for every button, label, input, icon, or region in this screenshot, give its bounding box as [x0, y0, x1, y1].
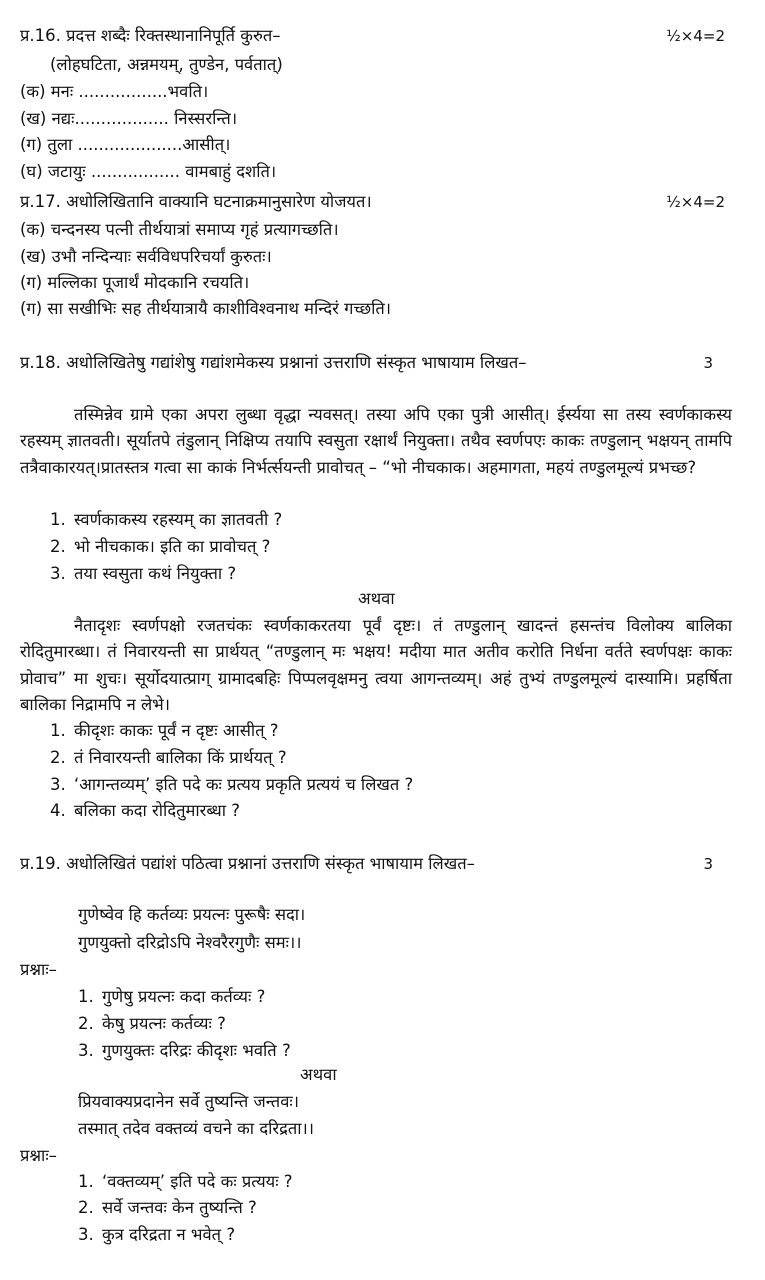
list-item: 2. भो नीचकाक। इति का प्रावोचत् ? — [50, 537, 271, 556]
list-item: 3. गुणयुक्तः दरिद्रः कीदृशः भवति ? — [78, 1041, 291, 1060]
list-item: 3. ‘आगन्तव्यम्’ इति पदे कः प्रत्यय प्रकृति प्रत्ययं च लिखत ? — [50, 775, 414, 794]
list-item: 4. बलिका कदा रोदितुमारब्धा ? — [50, 801, 240, 820]
verse-line: प्रियवाक्यप्रदानेन सर्वे तुष्यन्ति जन्तवः। — [78, 1092, 299, 1111]
verse-line: तस्मात् तदेव वक्तव्यं वचने का दरिद्रता।। — [78, 1119, 315, 1138]
list-item: 2. केषु प्रयत्नः कर्तव्यः ? — [78, 1014, 226, 1033]
verse-line: गुणेष्वेव हि कर्तव्यः प्रयत्नः पुरूषैः सदा। — [78, 905, 306, 924]
questions-label: प्रश्नाः– — [20, 960, 57, 979]
q17-question: अधोलिखितानि वाक्यानि घटनाक्रमानुसारेण योजयत। — [66, 192, 372, 211]
q18-marks: 3 — [703, 354, 713, 372]
list-item: 2. सर्वे जन्तवः केन तुष्यन्ति ? — [78, 1198, 257, 1217]
q19-heading — [20, 852, 475, 876]
q17-item: (ग) मल्लिका पूजार्थं मोदकानि रचयति। — [20, 273, 250, 292]
or-divider: अथवा — [358, 589, 395, 608]
q16-item: (ग) तुला ....................आसीत्। — [20, 135, 231, 154]
q18-passage-2 — [20, 613, 732, 718]
q16-number: प्र.16. — [20, 26, 61, 45]
list-item: 1. कीदृशः काकः पूर्वं न दृष्टः आसीत् ? — [50, 721, 279, 740]
q17-item: (ग) सा सखीभिः सह तीर्थयात्रायै काशीविश्वनाथ मन्दिरं गच्छति। — [20, 299, 392, 318]
q19-question: अधोलिखितं पद्यांशं पठित्वा प्रश्नानां उत्तराणि संस्कृत भाषायाम लिखत– — [66, 854, 475, 873]
q18-passage-1-text: तस्मिन्नेव ग्रामे एका अपरा लुब्धा वृद्धा न्यवसत्। तस्या अपि एका पुत्री आसीत्। ईर्स्यया सा तस्य स्वर्णकाकस्य रहस्यम् ज्ञातवती। सूर्यातपे तंडुलान् निक्षिप्य तयापि स्वसुता रक्षार्थं नियुक्ता। तथैव स्वर्णपएः काकः तण्डुलान् भक्षयन् तामपि तत्रैवाकारयत्।प्रातस्तत्र गत्वा सा काकं निर्भर्त्सयन्ती प्रावोचत् – “भो नीचकाक। अहमागता, महयं तण्डुलमूल्यं प्रभच्छ? — [20, 405, 732, 477]
q18-question: अधोलिखितेषु गद्यांशेषु गद्यांशमेकस्य प्रश्नानां उत्तराणि संस्कृत भाषायाम लिखत– — [66, 353, 527, 372]
q18-passage-2-text: नैतादृशः स्वर्णपक्षो रजतचंकः स्वर्णकाकरतया पूर्वं दृष्टः। तं तण्डुलान् खादन्तं हसन्तंच विलोक्य बालिका रोदितुमारब्धा। तं निवारयन्ती सा प्रार्थयत् “तण्डुलान् मः भक्षय! मदीया मात अतीव करोति निर्धना वर्तते स्वर्णपक्षः काकः प्रोवाच” मा शुचः। सूर्योदयात्प्राग् ग्रामादबहिः पिप्पलवृक्षमनु त्वया आगन्तव्यम्। अहं तुभ्यं तण्डुलमूल्यं दास्यामि। प्रहर्षिता बालिका निद्रामपि न लेभे। — [20, 616, 732, 714]
questions-label: प्रश्नाः– — [20, 1146, 57, 1165]
q18-heading — [20, 351, 527, 375]
list-item: 3. तया स्वसुता कथं नियुक्ता ? — [50, 564, 237, 583]
q17-item: (क) चन्दनस्य पत्नी तीर्थयात्रां समाप्य गृहं प्रत्यागच्छति। — [20, 220, 339, 239]
verse-line: गुणयुक्तो दरिद्रोऽपि नेश्वरैरगुणैः समः।। — [78, 933, 302, 952]
q16-marks: ½×4=2 — [666, 27, 725, 45]
q17-heading — [20, 190, 372, 214]
list-item: 1. स्वर्णकाकस्य रहस्यम् का ज्ञातवती ? — [50, 510, 283, 529]
or-divider: अथवा — [300, 1065, 337, 1084]
q16-item: (क) मनः .................भवति। — [20, 82, 209, 101]
q18-number: प्र.18. — [20, 353, 61, 372]
q16-item: (ख) नद्यः.................. निस्सरन्ति। — [20, 109, 238, 128]
q17-number: प्र.17. — [20, 192, 61, 211]
q16-question: प्रदत्त शब्दैः रिक्तस्थानानिपूर्ति कुरुत– — [66, 26, 281, 45]
q16-item: (घ) जटायुः ................. वामबाहुं दशति। — [20, 162, 277, 181]
q18-passage-1 — [20, 402, 732, 481]
q16-heading — [20, 24, 281, 48]
q19-marks: 3 — [703, 855, 713, 873]
q17-marks: ½×4=2 — [666, 193, 725, 211]
list-item: 2. तं निवारयन्ती बालिका किं प्रार्थयत् ? — [50, 748, 287, 767]
list-item: 3. कुत्र दरिद्रता न भवेत् ? — [78, 1225, 236, 1244]
q19-number: प्र.19. — [20, 854, 61, 873]
q16-word-bank: (लोहघटिता, अन्नमयम्, तुण्डेन, पर्वतात्) — [50, 55, 283, 74]
list-item: 1. ‘वक्तव्यम्’ इति पदे कः प्रत्ययः ? — [78, 1172, 293, 1191]
q17-item: (ख) उभौ नन्दिन्याः सर्वविधपरिचर्यां कुरुतः। — [20, 247, 272, 266]
list-item: 1. गुणेषु प्रयत्नः कदा कर्तव्यः ? — [78, 987, 266, 1006]
